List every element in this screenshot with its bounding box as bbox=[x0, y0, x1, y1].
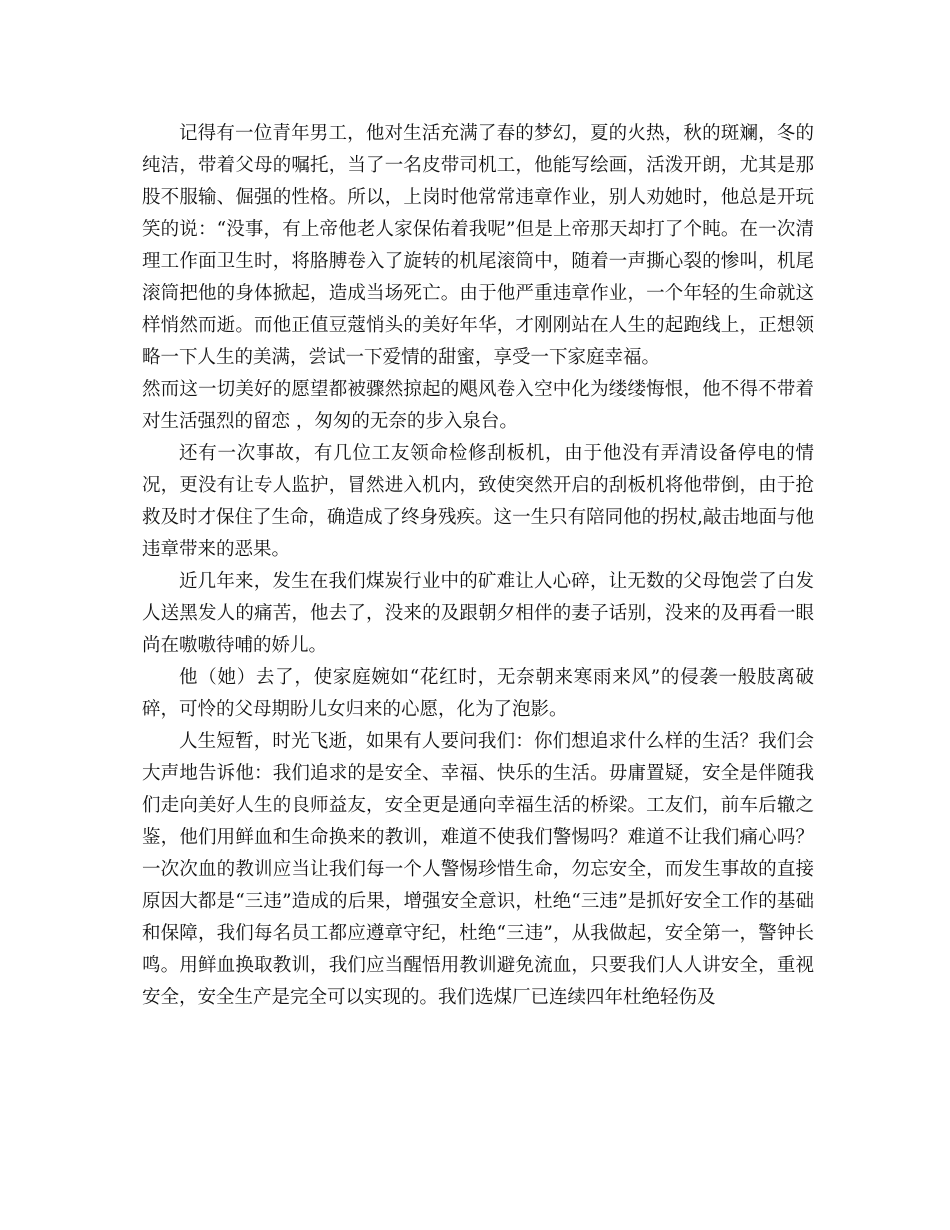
paragraph-family-broken: 他（她）去了，使家庭婉如“花红时，无奈朝来寒雨来风”的侵袭一般肢离破碎，可怜的父母期盼儿女归来的心愿，化为了泡影。 bbox=[142, 667, 814, 720]
paragraph-wishes-lost: 然而这一切美好的愿望都被骤然掠起的飓风卷入空中化为缕缕悔恨，他不得不带着对生活强烈的留恋 ，匆匆的无奈的步入泉台。 bbox=[142, 379, 814, 432]
paragraph-mining-disasters: 近几年来，发生在我们煤炭行业中的矿难让人心碎，让无数的父母饱尝了白发人送黑发人的痛苦，他去了，没来的及跟朝夕相伴的妻子话别，没来的及再看一眼尚在嗷嗷待哺的娇儿。 bbox=[142, 571, 814, 656]
body-text bbox=[142, 118, 814, 1014]
paragraph-scraper-accident: 还有一次事故，有几位工友领命检修刮板机，由于他没有弄清设备停电的情况，更没有让专人监护，冒然进入机内，致使突然开启的刮板机将他带倒，由于抢救及时才保住了生命，确造成了终身残疾。这一生只有陪同他的拐杖,敲击地面与他违章带来的恶果。 bbox=[142, 443, 814, 560]
paragraph-young-worker: 记得有一位青年男工，他对生活充满了春的梦幻，夏的火热，秋的斑斓，冬的纯洁，带着父母的嘱托，当了一名皮带司机工，他能写绘画，活泼开朗，尤其是那股不服输、倔强的性格。所以，上岗时他常常违章作业，别人劝她时，他总是开玩笑的说：“没事，有上帝他老人家保佑着我呢”但是上帝那天却打了个盹。在一次清理工作面卫生时，将胳膊卷入了旋转的机尾滚筒中，随着一声撕心裂的惨叫，机尾滚筒把他的身体掀起，造成当场死亡。由于他严重违章作业，一个年轻的生命就这样悄然而逝。而他正值豆蔻悄头的美好年华，才刚刚站在人生的起跑线上，正想领略一下人生的美满，尝试一下爱情的甜蜜，享受一下家庭幸福。 bbox=[142, 123, 814, 368]
paragraph-safety-call: 人生短暂，时光飞逝，如果有人要问我们：你们想追求什么样的生活？我们会大声地告诉他：我们追求的是安全、幸福、快乐的生活。毋庸置疑，安全是伴随我们走向美好人生的良师益友，安全更是通向幸福生活的桥梁。工友们，前车后辙之鉴，他们用鲜血和生命换来的教训，难道不使我们警惕吗？难道不让我们痛心吗？一次次血的教训应当让我们每一个人警惕珍惜生命，勿忘安全，而发生事故的直接原因大都是“三违”造成的后果，增强安全意识，杜绝“三违”是抓好安全工作的基础和保障，我们每名员工都应遵章守纪，杜绝“三违”，从我做起，安全第一，警钟长鸣。用鲜血换取教训，我们应当醒悟用教训避免流血，只要我们人人讲安全，重视安全，安全生产是完全可以实现的。我们选煤厂已连续四年杜绝轻伤及 bbox=[142, 731, 814, 1008]
